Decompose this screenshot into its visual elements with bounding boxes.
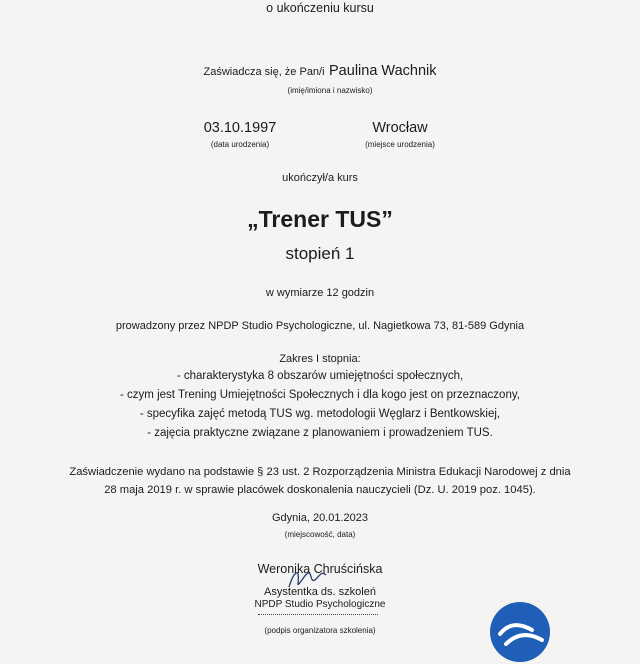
signature-dotted-line [258,614,378,615]
scope-item: - czym jest Trening Umiejętności Społecznych i dla kogo jest on przeznaczony, [120,389,520,401]
scope-list [0,367,640,443]
completed-label: ukończył/a kurs [282,172,358,184]
legal-basis-line: 28 maja 2019 r. w sprawie placówek doskonalenia nauczycieli (Dz. U. 2019 poz. 1045). [104,484,536,496]
course-provider: prowadzony przez NPDP Studio Psychologiczne, ul. Nagietkowa 73, 81-589 Gdynia [115,320,525,332]
scope-heading: Zakres I stopnia: [279,353,361,365]
legal-basis-line: Zaświadczenie wydano na podstawie § 23 ust. 2 Rozporządzenia Ministra Edukacji Narodowej z dnia [69,466,571,478]
birth-place-caption: (miejsce urodzenia) [365,140,435,149]
birth-place: Wrocław [372,120,428,136]
certifies-line [0,62,640,80]
recipient-name: Paulina Wachnik [329,63,437,79]
legal-basis [0,463,640,499]
npdp-logo-icon [488,600,552,664]
certificate-title-partial: o ukończeniu kursu [266,1,374,15]
course-title: „Trener TUS” [247,206,393,232]
issue-caption: (miejscowość, data) [284,530,356,539]
signatory-name: Weronika Chruścińska [257,562,383,576]
scope-item: - charakterystyka 8 obszarów umiejętności społecznych, [176,370,464,382]
scope-item: - specyfika zajęć metodą TUS wg. metodologii Węglarz i Bentkowskiej, [139,408,501,420]
birth-date-caption: (data urodzenia) [210,140,270,149]
name-caption: (imię/imiona i nazwisko) [287,86,373,95]
course-hours: w wymiarze 12 godzin [265,287,375,299]
signatory-role: Asystentka ds. szkoleń [264,586,376,598]
scope-item: - zajęcia praktyczne związane z planowaniem i prowadzeniem TUS. [147,427,493,439]
signatory-company: NPDP Studio Psychologiczne [254,599,386,610]
birth-date: 03.10.1997 [203,120,277,136]
certifies-prefix: Zaświadcza się, że Pan/i [203,66,325,78]
signature-caption: (podpis organizatora szkolenia) [264,626,376,635]
course-level: stopień 1 [285,244,355,263]
issue-place-date: Gdynia, 20.01.2023 [271,512,369,524]
